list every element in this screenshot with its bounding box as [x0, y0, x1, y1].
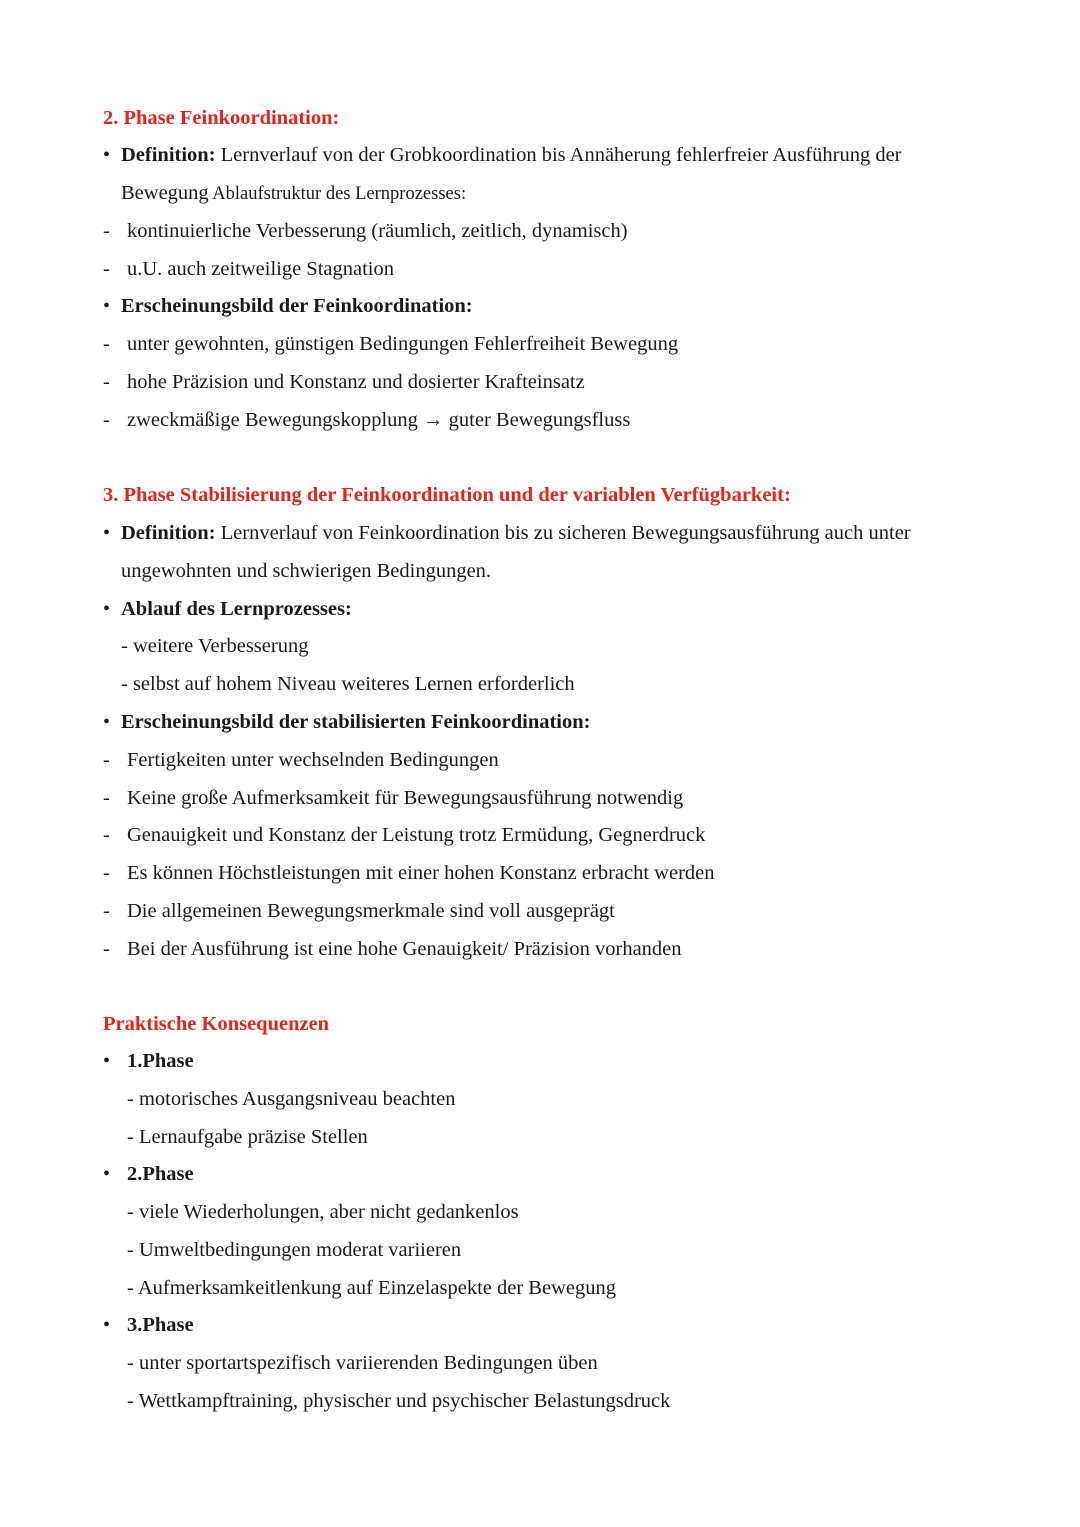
phase3-process-label: Ablauf des Lernprozesses:: [121, 598, 352, 620]
bullet-icon: •: [103, 522, 111, 544]
list-item: - Lernaufgabe präzise Stellen: [127, 1126, 368, 1148]
list-item: Es können Höchstleistungen mit einer hohen Konstanz erbracht werden: [127, 862, 715, 884]
list-item: u.U. auch zeitweilige Stagnation: [127, 258, 394, 280]
dash-icon: -: [103, 333, 110, 355]
dash-icon: -: [103, 862, 110, 884]
bullet-icon: •: [103, 144, 111, 166]
list-item: - weitere Verbesserung: [121, 635, 309, 657]
dash-icon: -: [103, 938, 110, 960]
phase3-definition-label: Definition:: [121, 522, 216, 544]
list-item: Keine große Aufmerksamkeit für Bewegungsausführung notwendig: [127, 787, 684, 809]
list-item: hohe Präzision und Konstanz und dosierter Krafteinsatz: [127, 371, 585, 393]
dash-icon: -: [103, 220, 110, 242]
bullet-icon: •: [103, 598, 111, 620]
phase2-definition-label: Definition:: [121, 144, 216, 166]
consequences-heading: Praktische Konsequenzen: [103, 1013, 330, 1035]
list-item: Genauigkeit und Konstanz der Leistung trotz Ermüdung, Gegnerdruck: [127, 824, 706, 846]
list-item: - Aufmerksamkeitlenkung auf Einzelaspekte der Bewegung: [127, 1277, 616, 1299]
list-item: unter gewohnten, günstigen Bedingungen Fehlerfreiheit Bewegung: [127, 333, 679, 355]
list-item: - selbst auf hohem Niveau weiteres Lernen erforderlich: [121, 673, 575, 695]
list-item: - unter sportartspezifisch variierenden Bedingungen üben: [127, 1352, 598, 1374]
phase2-heading: 2. Phase Feinkoordination:: [103, 107, 340, 129]
consequence-phase-label: 2.Phase: [127, 1163, 194, 1185]
list-item: - motorisches Ausgangsniveau beachten: [127, 1088, 456, 1110]
phase3-heading: 3. Phase Stabilisierung der Feinkoordination und der variablen Verfügbarkeit:: [103, 484, 791, 506]
dash-icon: -: [103, 749, 110, 771]
bullet-icon: •: [103, 1314, 111, 1336]
list-item: Fertigkeiten unter wechselnden Bedingungen: [127, 749, 499, 771]
dash-icon: -: [103, 371, 110, 393]
phase2-appearance-label: Erscheinungsbild der Feinkoordination:: [121, 295, 473, 317]
dash-icon: -: [103, 824, 110, 846]
dash-icon: -: [103, 787, 110, 809]
list-item: - Umweltbedingungen moderat variieren: [127, 1239, 462, 1261]
consequence-phase-label: 3.Phase: [127, 1314, 194, 1336]
phase2-definition: [121, 143, 902, 167]
consequence-phase-label: 1.Phase: [127, 1050, 194, 1072]
phase3-appearance-label: Erscheinungsbild der stabilisierten Feinkoordination:: [121, 711, 591, 733]
list-item: Bei der Ausführung ist eine hohe Genauigkeit/ Präzision vorhanden: [127, 938, 682, 960]
bullet-icon: •: [103, 711, 111, 733]
phase2-definition-cont-a: Bewegung: [121, 182, 209, 204]
phase3-definition-continued: ungewohnten und schwierigen Bedingungen.: [121, 560, 492, 582]
phase3-definition-text: Lernverlauf von Feinkoordination bis zu sicheren Bewegungsausführung auch unter: [215, 522, 911, 544]
bullet-icon: •: [103, 1163, 111, 1185]
phase3-definition: [121, 521, 911, 545]
dash-icon: -: [103, 258, 110, 280]
list-item: zweckmäßige Bewegungskopplung → guter Bewegungsfluss: [127, 409, 631, 431]
phase2-definition-text: Lernverlauf von der Grobkoordination bis Annäherung fehlerfreier Ausführung der: [215, 144, 902, 166]
list-item: Die allgemeinen Bewegungsmerkmale sind voll ausgeprägt: [127, 900, 615, 922]
phase2-definition-cont-b: Ablaufstruktur des Lernprozesses:: [208, 184, 467, 204]
list-item: - Wettkampftraining, physischer und psychischer Belastungsdruck: [127, 1390, 671, 1412]
bullet-icon: •: [103, 295, 111, 317]
list-item: kontinuierliche Verbesserung (räumlich, zeitlich, dynamisch): [127, 220, 628, 242]
phase2-definition-continued: [121, 181, 466, 206]
dash-icon: -: [103, 900, 110, 922]
list-item: - viele Wiederholungen, aber nicht gedankenlos: [127, 1201, 519, 1223]
bullet-icon: •: [103, 1050, 111, 1072]
dash-icon: -: [103, 409, 110, 431]
